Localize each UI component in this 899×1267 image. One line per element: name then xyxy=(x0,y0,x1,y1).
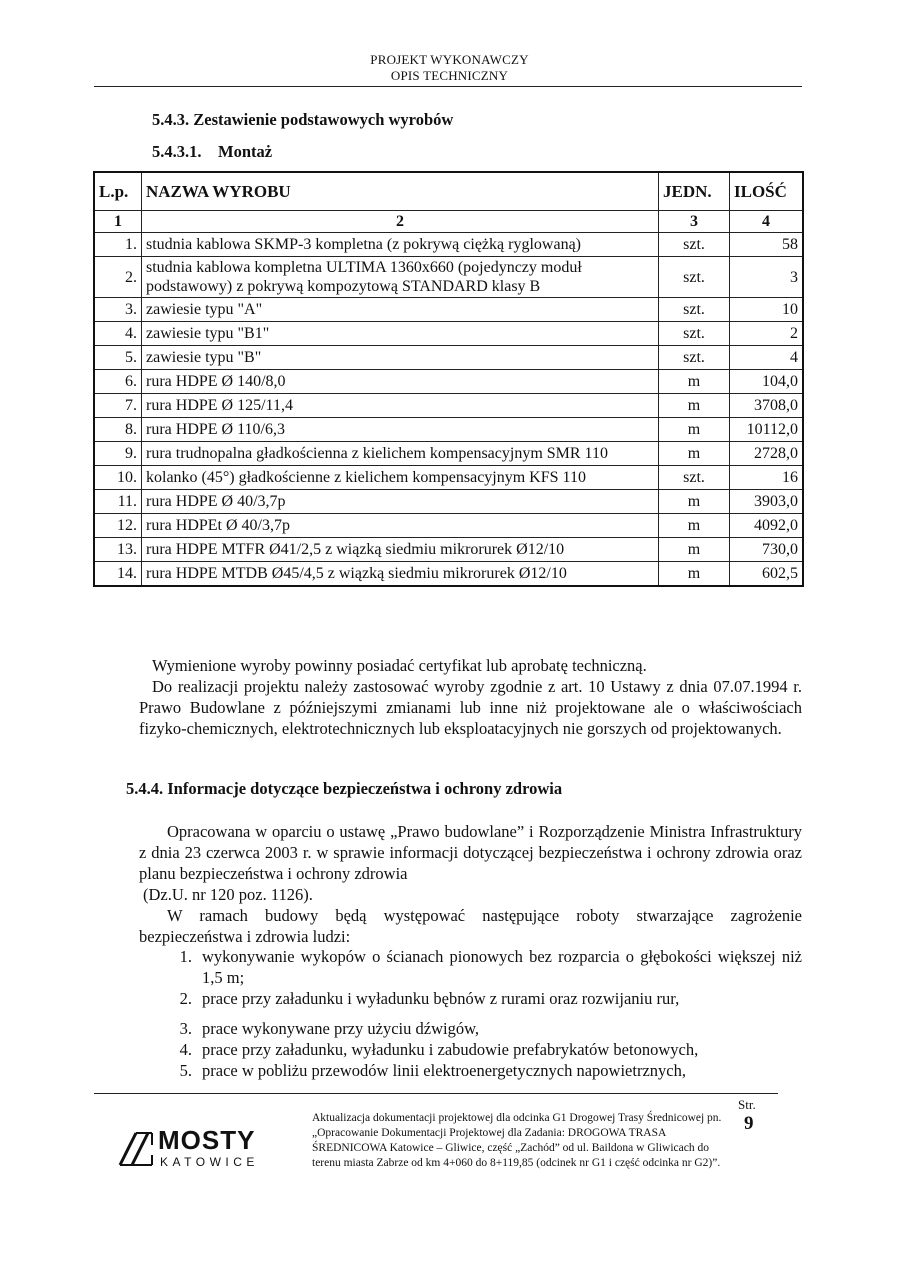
page-number: 9 xyxy=(744,1113,754,1134)
table-row xyxy=(94,257,803,298)
list-item-text: prace przy załadunku, wyładunku i zabudowie prefabrykatów betonowych, xyxy=(202,1040,699,1059)
cell-lp: 9. xyxy=(94,442,142,466)
cell-name: studnia kablowa SKMP-3 kompletna (z pokrywą ciężką ryglowaną) xyxy=(142,233,659,257)
table-row xyxy=(94,562,803,587)
cell-qty: 3708,0 xyxy=(730,394,804,418)
cell-unit: m xyxy=(659,514,730,538)
cell-name: studnia kablowa kompletna ULTIMA 1360x660 (pojedynczy moduł podstawowy) z pokrywą kompozytową STANDARD klasy B xyxy=(142,257,659,298)
hazards-intro-paragraph: W ramach budowy będą występować następujące roboty stwarzające zagrożenie bezpieczeństwa i zdrowia ludzi: xyxy=(139,906,802,946)
cell-qty: 10 xyxy=(730,298,804,322)
cell-lp: 14. xyxy=(94,562,142,587)
table-row xyxy=(94,538,803,562)
safety-basis-paragraph: Opracowana w oparciu o ustawę „Prawo budowlane” i Rozporządzenie Ministra Infrastruktury z dnia 23 czerwca 2003 r. w sprawie informacji dotyczącej bezpieczeństwa i ochrony zdrowia oraz planu bezpieczeństwa i ochrony zdrowia xyxy=(139,822,802,883)
list-item-number: 2. xyxy=(179,989,192,1008)
cell-unit: m xyxy=(659,394,730,418)
cell-lp: 5. xyxy=(94,346,142,370)
company-logo xyxy=(118,1125,298,1175)
certificate-paragraph: Wymienione wyroby powinny posiadać certyfikat lub aprobatę techniczną. xyxy=(152,656,647,675)
section-title-5-4-4: 5.4.4. Informacje dotyczące bezpieczeństwa i ochrony zdrowia xyxy=(126,779,563,798)
subsection-title-5-4-3-1: 5.4.3.1. Montaż xyxy=(152,142,273,161)
cell-name: zawiesie typu "B1" xyxy=(142,322,659,346)
cell-qty: 104,0 xyxy=(730,370,804,394)
cell-qty: 10112,0 xyxy=(730,418,804,442)
cell-unit: szt. xyxy=(659,298,730,322)
cell-unit: m xyxy=(659,442,730,466)
products-table xyxy=(93,171,804,587)
cell-lp: 10. xyxy=(94,466,142,490)
cell-unit: m xyxy=(659,562,730,587)
footer-project-description: Aktualizacja dokumentacji projektowej dla odcinka G1 Drogowej Trasy Średnicowej pn. „Opracowanie Dokumentacji Projektowej dla Zadania: DROGOWA TRASA ŚREDNICOWA Katowice – Gliwice, część „Zachód” od ul. Baildona w Gliwicach do terenu miasta Zabrze od km 4+060 do 8+119,85 (odcinek nr G1 i część odcinka nr G2)”. xyxy=(312,1112,722,1169)
table-row xyxy=(94,490,803,514)
list-item-text: prace przy załadunku i wyładunku bębnów z rurami oraz rozwijaniu rur, xyxy=(202,989,680,1008)
header-document-type: OPIS TECHNICZNY xyxy=(390,68,509,83)
footer-divider xyxy=(94,1093,778,1094)
cell-lp: 6. xyxy=(94,370,142,394)
cell-qty: 2728,0 xyxy=(730,442,804,466)
cell-unit: szt. xyxy=(659,466,730,490)
cell-qty: 2 xyxy=(730,322,804,346)
list-item-number: 4. xyxy=(179,1040,192,1059)
section-title-5-4-3: 5.4.3. Zestawienie podstawowych wyrobów xyxy=(152,110,454,129)
cell-name: rura HDPE MTDB Ø45/4,5 z wiązką siedmiu mikrorurek Ø12/10 xyxy=(142,562,659,587)
table-row xyxy=(94,233,803,257)
cell-lp: 13. xyxy=(94,538,142,562)
cell-unit: szt. xyxy=(659,233,730,257)
cell-lp: 3. xyxy=(94,298,142,322)
cell-unit: m xyxy=(659,538,730,562)
table-row xyxy=(94,370,803,394)
list-item-number: 5. xyxy=(179,1061,192,1080)
col-number: 2 xyxy=(142,211,659,233)
col-header-unit: JEDN. xyxy=(659,172,730,211)
legal-reference: (Dz.U. nr 120 poz. 1126). xyxy=(143,885,313,904)
cell-name: rura trudnopalna gładkościenna z kielichem kompensacyjnym SMR 110 xyxy=(142,442,659,466)
list-item xyxy=(172,1018,802,1039)
logo-city: KATOWICE xyxy=(160,1155,259,1169)
bridge-logo-icon xyxy=(118,1129,154,1167)
col-number: 3 xyxy=(659,211,730,233)
cell-lp: 8. xyxy=(94,418,142,442)
cell-lp: 2. xyxy=(94,257,142,298)
table-column-number-row xyxy=(94,211,803,233)
cell-qty: 16 xyxy=(730,466,804,490)
cell-name: rura HDPE Ø 40/3,7p xyxy=(142,490,659,514)
table-header-row xyxy=(94,172,803,211)
table-row xyxy=(94,346,803,370)
list-item-number: 1. xyxy=(179,947,192,966)
cell-qty: 4 xyxy=(730,346,804,370)
list-item xyxy=(172,1060,802,1081)
page-label: Str. xyxy=(738,1097,756,1112)
cell-name: rura HDPE Ø 110/6,3 xyxy=(142,418,659,442)
cell-unit: szt. xyxy=(659,322,730,346)
col-header-name: NAZWA WYROBU xyxy=(142,172,659,211)
table-row xyxy=(94,298,803,322)
list-item-number: 3. xyxy=(179,1019,192,1038)
cell-name: kolanko (45°) gładkościenne z kielichem kompensacyjnym KFS 110 xyxy=(142,466,659,490)
table-row xyxy=(94,514,803,538)
col-header-qty: ILOŚĆ xyxy=(730,172,804,211)
cell-lp: 7. xyxy=(94,394,142,418)
header-divider xyxy=(94,86,802,87)
cell-lp: 4. xyxy=(94,322,142,346)
cell-lp: 1. xyxy=(94,233,142,257)
cell-lp: 12. xyxy=(94,514,142,538)
cell-qty: 730,0 xyxy=(730,538,804,562)
list-item-text: prace w pobliżu przewodów linii elektroenergetycznych napowietrznych, xyxy=(202,1061,686,1080)
cell-name: rura HDPEt Ø 40/3,7p xyxy=(142,514,659,538)
cell-qty: 3903,0 xyxy=(730,490,804,514)
list-item xyxy=(172,946,802,988)
table-row xyxy=(94,418,803,442)
header-project-type: PROJEKT WYKONAWCZY xyxy=(370,52,529,67)
cell-name: rura HDPE Ø 125/11,4 xyxy=(142,394,659,418)
list-item xyxy=(172,988,802,1009)
regulations-paragraph: Do realizacji projektu należy zastosować wyroby zgodnie z art. 10 Ustawy z dnia 07.07.1994 r. Prawo Budowlane z późniejszymi zmianami lub inne niż projektowane ale o właściwościach fizyko-chemicznych, elektrotechnicznych lub eksploatacyjnych nie gorszych od projektowanych. xyxy=(139,677,802,738)
cell-qty: 4092,0 xyxy=(730,514,804,538)
list-item-text: wykonywanie wykopów o ścianach pionowych bez rozparcia o głębokości większej niż 1,5 m; xyxy=(202,947,802,987)
table-row xyxy=(94,394,803,418)
logo-wordmark: MOSTY xyxy=(158,1125,256,1155)
cell-unit: szt. xyxy=(659,257,730,298)
cell-qty: 602,5 xyxy=(730,562,804,587)
cell-unit: m xyxy=(659,490,730,514)
cell-name: rura HDPE Ø 140/8,0 xyxy=(142,370,659,394)
cell-name: rura HDPE MTFR Ø41/2,5 z wiązką siedmiu mikrorurek Ø12/10 xyxy=(142,538,659,562)
table-row xyxy=(94,466,803,490)
cell-lp: 11. xyxy=(94,490,142,514)
cell-name: zawiesie typu "A" xyxy=(142,298,659,322)
cell-unit: m xyxy=(659,418,730,442)
cell-unit: m xyxy=(659,370,730,394)
table-row xyxy=(94,322,803,346)
list-item xyxy=(172,1039,802,1060)
col-number: 4 xyxy=(730,211,804,233)
cell-qty: 58 xyxy=(730,233,804,257)
col-header-lp: L.p. xyxy=(94,172,142,211)
cell-name: zawiesie typu "B" xyxy=(142,346,659,370)
col-number: 1 xyxy=(94,211,142,233)
cell-qty: 3 xyxy=(730,257,804,298)
table-row xyxy=(94,442,803,466)
cell-unit: szt. xyxy=(659,346,730,370)
list-item-text: prace wykonywane przy użyciu dźwigów, xyxy=(202,1019,480,1038)
